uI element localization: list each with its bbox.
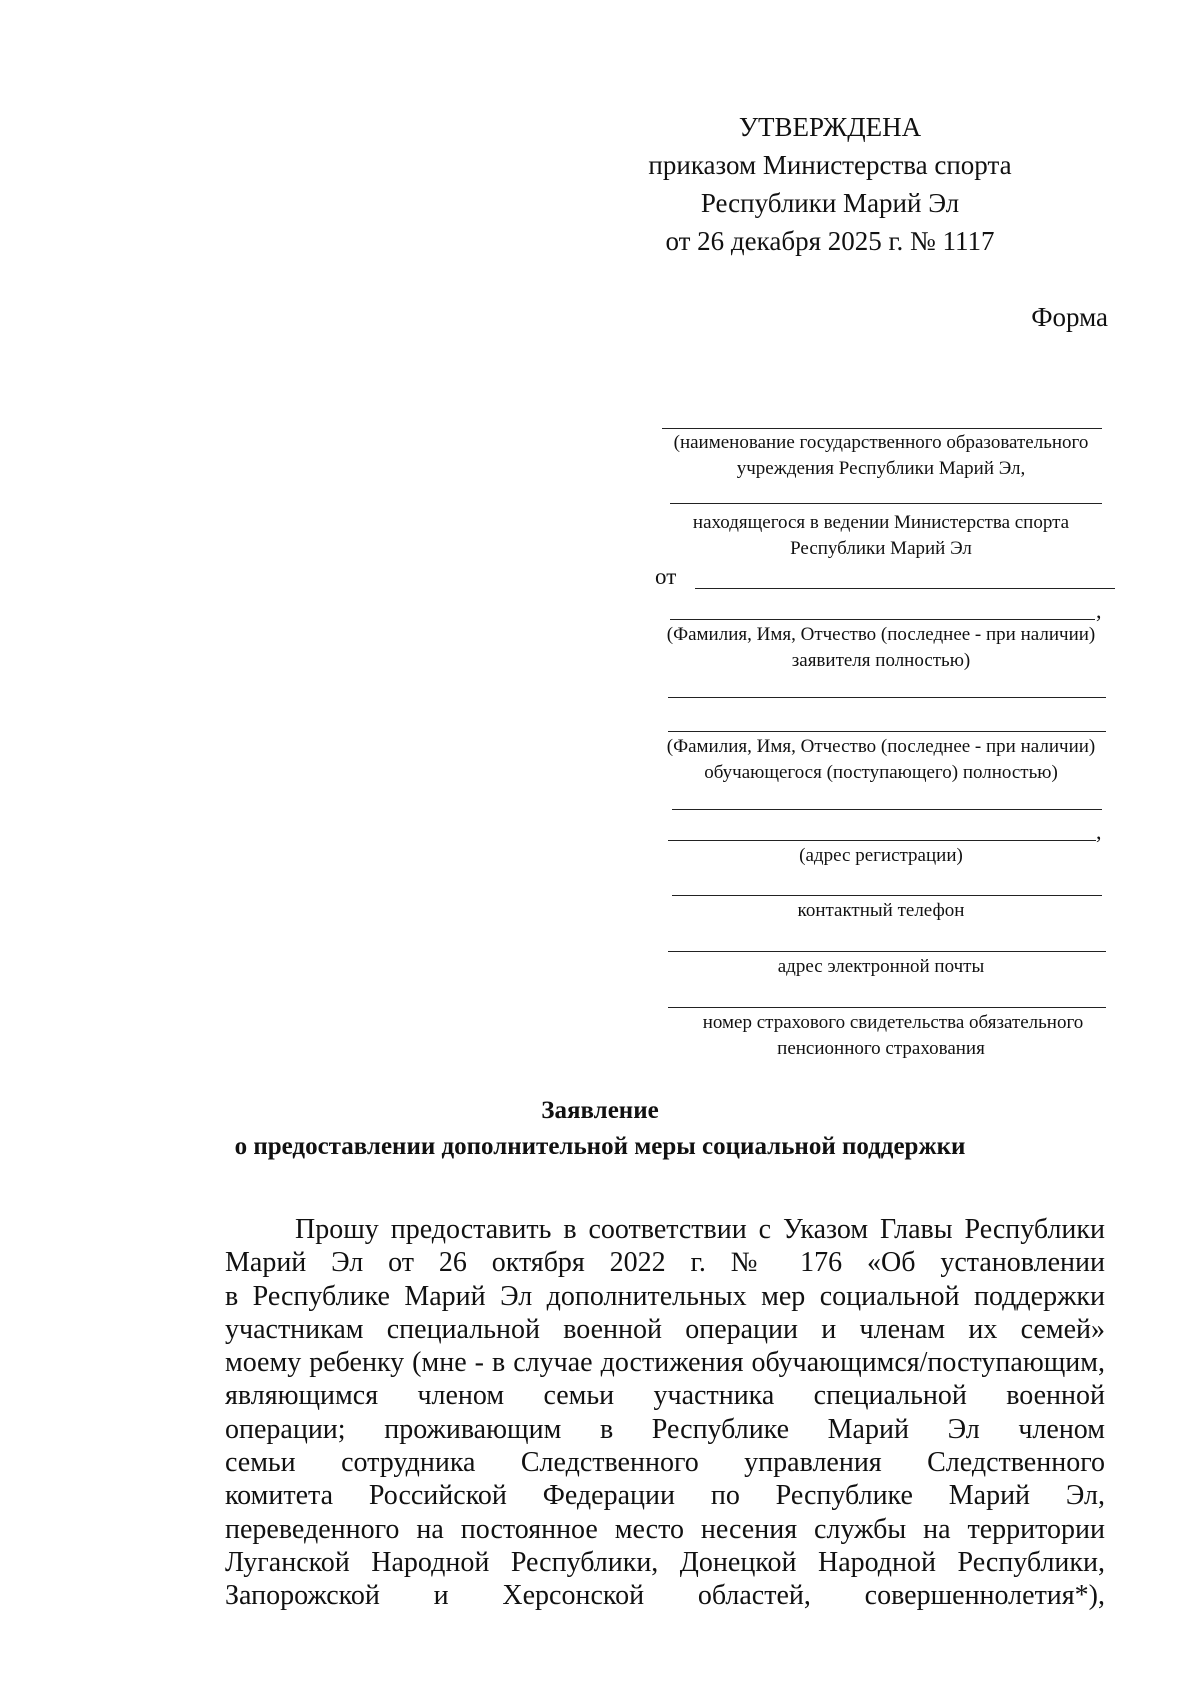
phone-line[interactable] [672, 895, 1102, 896]
applicant-caption-2: заявителя полностью) [791, 650, 971, 671]
institution-continued-line[interactable] [670, 503, 1102, 504]
applicant-caption-1: (Фамилия, Имя, Отчество (последнее - при наличии) [666, 624, 1096, 645]
snils-caption-1: номер страхового свидетельства обязательного [702, 1012, 1084, 1033]
body-line: моему ребенку (мне - в случае достижения обучающимся/поступающим, [225, 1347, 1105, 1379]
snils-caption-2: пенсионного страхования [777, 1038, 985, 1059]
body-line: в Республике Марий Эл дополнительных мер социальной поддержки [225, 1280, 1105, 1312]
institution-caption-4: Республики Марий Эл [790, 538, 972, 559]
body-line: переведенного на постоянное место несения службы на территории [225, 1513, 1105, 1545]
body-line: комитета Российской Федерации по Республике Марий Эл, [225, 1480, 1105, 1512]
body-line: Прошу предоставить в соответствии с Указом Главы Республики [295, 1214, 1105, 1245]
address-line-1[interactable] [672, 809, 1102, 810]
application-body [225, 1213, 1105, 1613]
body-line: являющимся членом семьи участника специальной военной [225, 1380, 1105, 1412]
applicant-line-comma: , [1096, 598, 1102, 623]
snils-line[interactable] [668, 1007, 1106, 1008]
body-line: Марий Эл от 26 октября 2022 г. № 176 «Об установлении [225, 1247, 1105, 1279]
applicant-name-line-2[interactable] [670, 619, 1095, 620]
from-label: от [655, 564, 677, 589]
address-caption: (адрес регистрации) [799, 845, 963, 866]
body-line: семьи сотрудника Следственного управления Следственного [225, 1447, 1105, 1479]
phone-caption: контактный телефон [797, 900, 965, 921]
approval-date-line: от 26 декабря 2025 г. № 1117 [665, 226, 995, 256]
body-line: операции; проживающим в Республике Марий Эл членом [225, 1413, 1105, 1445]
approval-order-line: приказом Министерства спорта [648, 150, 1012, 180]
approval-title: УТВЕРЖДЕНА [738, 112, 922, 142]
student-caption-2: обучающегося (поступающего) полностью) [704, 762, 1058, 783]
heading-title: Заявление [541, 1097, 659, 1124]
student-name-line-2[interactable] [668, 731, 1106, 732]
address-line-comma: , [1096, 819, 1102, 844]
body-line: Луганской Народной Республики, Донецкой Народной Республики, [225, 1546, 1105, 1578]
address-line-2[interactable] [668, 840, 1096, 841]
approval-republic-line: Республики Марий Эл [700, 188, 960, 218]
institution-name-line[interactable] [662, 428, 1102, 429]
student-name-line-1[interactable] [668, 697, 1106, 698]
document-heading [0, 1093, 1200, 1165]
email-line[interactable] [668, 951, 1106, 952]
body-line: участникам специальной военной операции и членам их семей» [225, 1313, 1105, 1345]
applicant-name-line-1[interactable] [695, 588, 1115, 589]
heading-subtitle: о предоставлении дополнительной меры социальной поддержки [234, 1133, 966, 1160]
institution-caption-3: находящегося в ведении Министерства спорта [692, 512, 1070, 533]
body-line: Запорожской и Херсонской областей, совершеннолетия*), [225, 1580, 1105, 1612]
institution-caption-1: (наименование государственного образовательного [673, 432, 1089, 453]
form-label: Форма [1031, 302, 1108, 332]
approval-block [610, 108, 1050, 260]
institution-caption-2: учреждения Республики Марий Эл, [736, 458, 1026, 479]
email-caption: адрес электронной почты [777, 956, 985, 977]
student-caption-1: (Фамилия, Имя, Отчество (последнее - при наличии) [666, 736, 1096, 757]
